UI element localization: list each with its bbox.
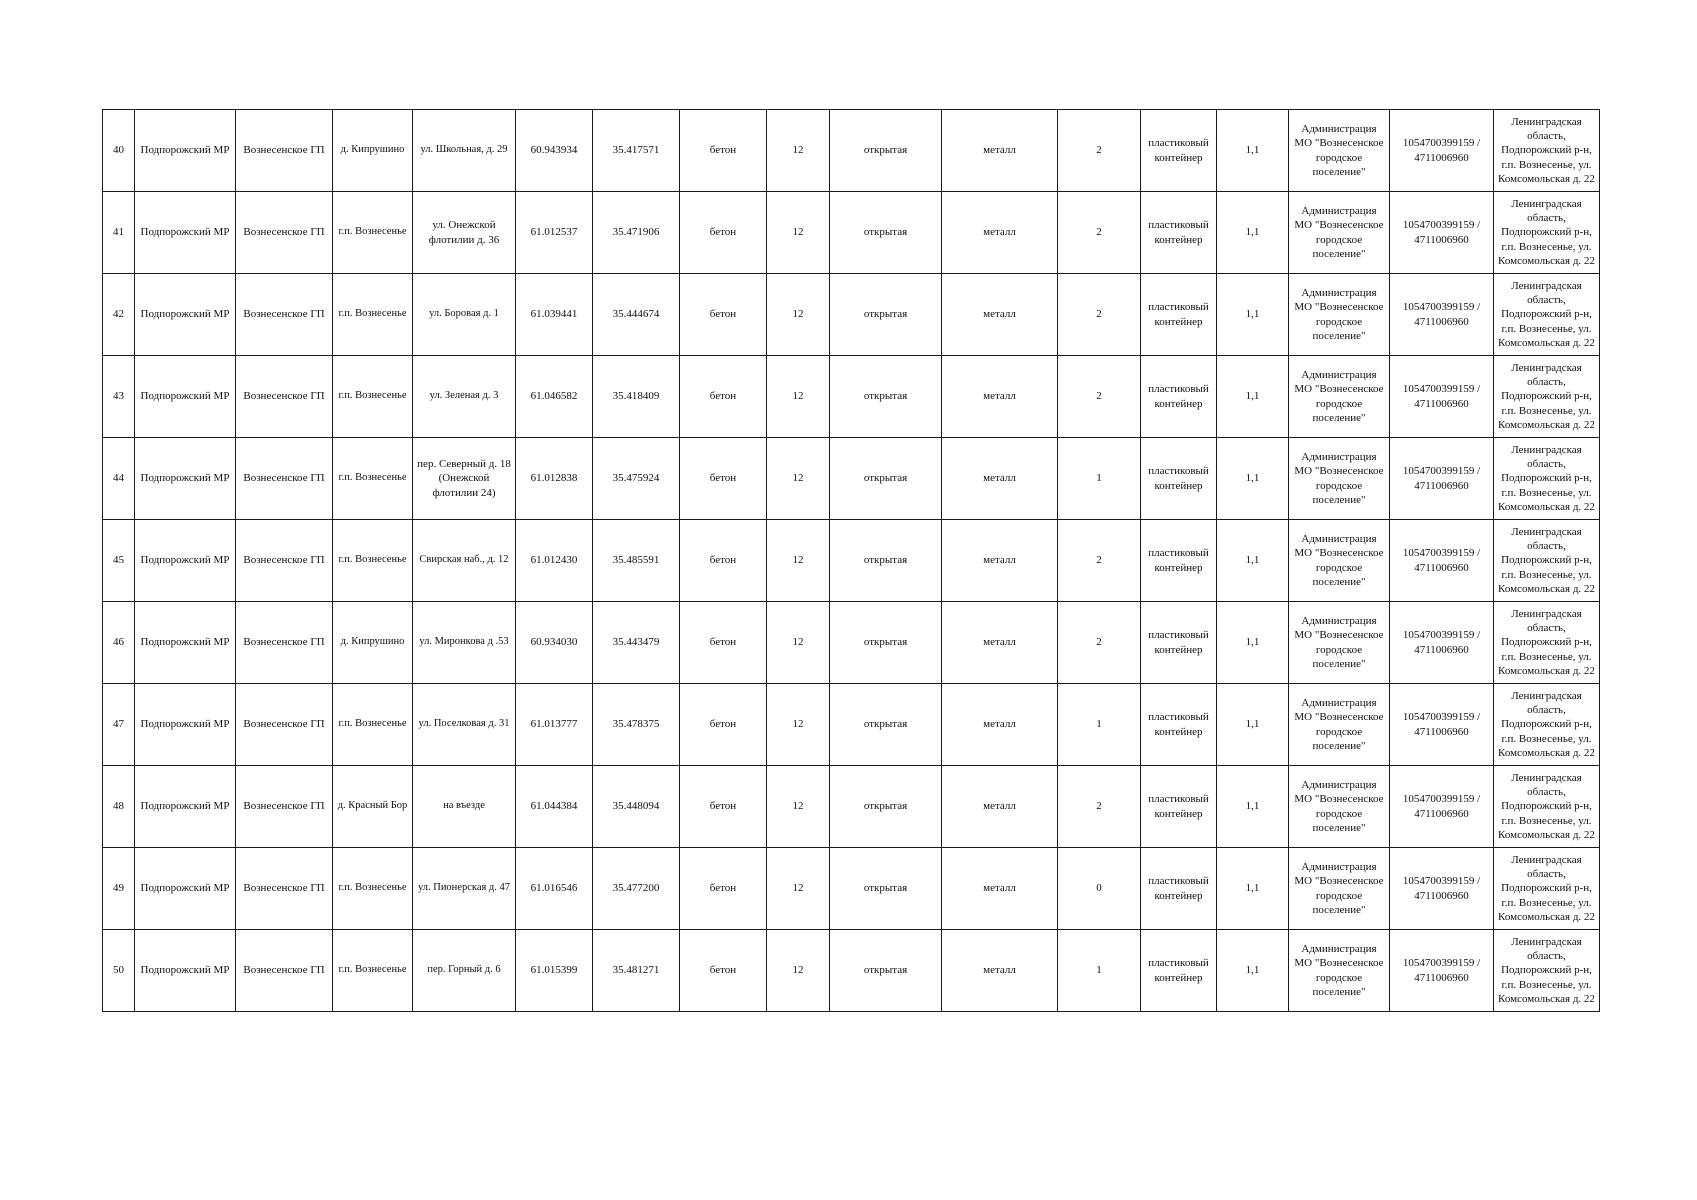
owner-ids-cell: 1054700399159 / 4711006960: [1390, 110, 1494, 192]
locality-cell: г.п. Вознесенье: [333, 930, 413, 1012]
site-type-cell: открытая: [830, 192, 942, 274]
surface-cell: бетон: [680, 520, 767, 602]
latitude-cell: 60.934030: [516, 602, 593, 684]
container-count-cell: 2: [1058, 192, 1141, 274]
table-row: [103, 438, 1600, 520]
container-type-cell: пластиковый контейнер: [1141, 438, 1217, 520]
settlement-cell: Вознесенское ГП: [236, 274, 333, 356]
row-number-cell: 43: [103, 356, 135, 438]
site-type-cell: открытая: [830, 274, 942, 356]
owner-ids-cell: 1054700399159 / 4711006960: [1390, 848, 1494, 930]
owner-ids-cell: 1054700399159 / 4711006960: [1390, 192, 1494, 274]
locality-cell: г.п. Вознесенье: [333, 684, 413, 766]
owner-cell: Администрация МО "Вознесенское городское поселение": [1289, 110, 1390, 192]
settlement-cell: Вознесенское ГП: [236, 438, 333, 520]
settlement-cell: Вознесенское ГП: [236, 602, 333, 684]
owner-ids-cell: 1054700399159 / 4711006960: [1390, 684, 1494, 766]
fence-material-cell: металл: [942, 192, 1058, 274]
container-count-cell: 0: [1058, 848, 1141, 930]
owner-cell: Администрация МО "Вознесенское городское поселение": [1289, 848, 1390, 930]
owner-cell: Администрация МО "Вознесенское городское поселение": [1289, 192, 1390, 274]
owner-address-cell: Ленинградская область, Подпорожский р-н, г.п. Вознесенье, ул. Комсомольская д. 22: [1494, 438, 1600, 520]
address-cell: ул. Пионерская д. 47: [413, 848, 516, 930]
container-volume-cell: 1,1: [1217, 356, 1289, 438]
container-count-cell: 2: [1058, 356, 1141, 438]
surface-cell: бетон: [680, 192, 767, 274]
fence-material-cell: металл: [942, 848, 1058, 930]
locality-cell: г.п. Вознесенье: [333, 274, 413, 356]
owner-ids-cell: 1054700399159 / 4711006960: [1390, 930, 1494, 1012]
address-cell: пер. Горный д. 6: [413, 930, 516, 1012]
district-cell: Подпорожский МР: [135, 520, 236, 602]
owner-cell: Администрация МО "Вознесенское городское поселение": [1289, 930, 1390, 1012]
area-cell: 12: [767, 192, 830, 274]
fence-material-cell: металл: [942, 356, 1058, 438]
container-type-cell: пластиковый контейнер: [1141, 930, 1217, 1012]
area-cell: 12: [767, 766, 830, 848]
row-number-cell: 40: [103, 110, 135, 192]
longitude-cell: 35.448094: [593, 766, 680, 848]
row-number-cell: 47: [103, 684, 135, 766]
container-volume-cell: 1,1: [1217, 192, 1289, 274]
surface-cell: бетон: [680, 438, 767, 520]
owner-cell: Администрация МО "Вознесенское городское поселение": [1289, 766, 1390, 848]
row-number-cell: 45: [103, 520, 135, 602]
site-type-cell: открытая: [830, 110, 942, 192]
locality-cell: д. Красный Бор: [333, 766, 413, 848]
address-cell: ул. Онежской флотилии д. 36: [413, 192, 516, 274]
container-volume-cell: 1,1: [1217, 848, 1289, 930]
latitude-cell: 61.012430: [516, 520, 593, 602]
table-row: [103, 110, 1600, 192]
owner-address-cell: Ленинградская область, Подпорожский р-н, г.п. Вознесенье, ул. Комсомольская д. 22: [1494, 602, 1600, 684]
latitude-cell: 61.016546: [516, 848, 593, 930]
owner-address-cell: Ленинградская область, Подпорожский р-н, г.п. Вознесенье, ул. Комсомольская д. 22: [1494, 684, 1600, 766]
locality-cell: д. Кипрушино: [333, 110, 413, 192]
container-volume-cell: 1,1: [1217, 684, 1289, 766]
table-row: [103, 766, 1600, 848]
longitude-cell: 35.478375: [593, 684, 680, 766]
latitude-cell: 61.012537: [516, 192, 593, 274]
table-row: [103, 930, 1600, 1012]
surface-cell: бетон: [680, 602, 767, 684]
container-type-cell: пластиковый контейнер: [1141, 110, 1217, 192]
address-cell: ул. Миронкова д .53: [413, 602, 516, 684]
container-count-cell: 2: [1058, 274, 1141, 356]
area-cell: 12: [767, 110, 830, 192]
fence-material-cell: металл: [942, 602, 1058, 684]
container-volume-cell: 1,1: [1217, 602, 1289, 684]
area-cell: 12: [767, 438, 830, 520]
district-cell: Подпорожский МР: [135, 438, 236, 520]
table-row: [103, 602, 1600, 684]
locality-cell: г.п. Вознесенье: [333, 192, 413, 274]
longitude-cell: 35.471906: [593, 192, 680, 274]
longitude-cell: 35.481271: [593, 930, 680, 1012]
address-cell: Свирская наб., д. 12: [413, 520, 516, 602]
longitude-cell: 35.418409: [593, 356, 680, 438]
owner-address-cell: Ленинградская область, Подпорожский р-н, г.п. Вознесенье, ул. Комсомольская д. 22: [1494, 766, 1600, 848]
district-cell: Подпорожский МР: [135, 356, 236, 438]
district-cell: Подпорожский МР: [135, 848, 236, 930]
site-type-cell: открытая: [830, 848, 942, 930]
district-cell: Подпорожский МР: [135, 930, 236, 1012]
area-cell: 12: [767, 848, 830, 930]
longitude-cell: 35.475924: [593, 438, 680, 520]
row-number-cell: 49: [103, 848, 135, 930]
table-row: [103, 356, 1600, 438]
owner-cell: Администрация МО "Вознесенское городское поселение": [1289, 602, 1390, 684]
area-cell: 12: [767, 274, 830, 356]
owner-ids-cell: 1054700399159 / 4711006960: [1390, 274, 1494, 356]
surface-cell: бетон: [680, 930, 767, 1012]
longitude-cell: 35.417571: [593, 110, 680, 192]
owner-cell: Администрация МО "Вознесенское городское поселение": [1289, 438, 1390, 520]
settlement-cell: Вознесенское ГП: [236, 110, 333, 192]
row-number-cell: 44: [103, 438, 135, 520]
owner-address-cell: Ленинградская область, Подпорожский р-н, г.п. Вознесенье, ул. Комсомольская д. 22: [1494, 848, 1600, 930]
site-type-cell: открытая: [830, 930, 942, 1012]
area-cell: 12: [767, 356, 830, 438]
locality-cell: г.п. Вознесенье: [333, 438, 413, 520]
container-type-cell: пластиковый контейнер: [1141, 848, 1217, 930]
row-number-cell: 46: [103, 602, 135, 684]
surface-cell: бетон: [680, 684, 767, 766]
area-cell: 12: [767, 684, 830, 766]
container-type-cell: пластиковый контейнер: [1141, 192, 1217, 274]
district-cell: Подпорожский МР: [135, 766, 236, 848]
container-volume-cell: 1,1: [1217, 110, 1289, 192]
address-cell: на въезде: [413, 766, 516, 848]
address-cell: ул. Зеленая д. 3: [413, 356, 516, 438]
latitude-cell: 61.015399: [516, 930, 593, 1012]
fence-material-cell: металл: [942, 766, 1058, 848]
locality-cell: д. Кипрушино: [333, 602, 413, 684]
owner-ids-cell: 1054700399159 / 4711006960: [1390, 356, 1494, 438]
row-number-cell: 50: [103, 930, 135, 1012]
owner-ids-cell: 1054700399159 / 4711006960: [1390, 602, 1494, 684]
fence-material-cell: металл: [942, 520, 1058, 602]
container-volume-cell: 1,1: [1217, 274, 1289, 356]
settlement-cell: Вознесенское ГП: [236, 766, 333, 848]
container-volume-cell: 1,1: [1217, 930, 1289, 1012]
site-type-cell: открытая: [830, 602, 942, 684]
surface-cell: бетон: [680, 766, 767, 848]
container-type-cell: пластиковый контейнер: [1141, 684, 1217, 766]
container-count-cell: 2: [1058, 110, 1141, 192]
site-type-cell: открытая: [830, 356, 942, 438]
address-cell: ул. Поселковая д. 31: [413, 684, 516, 766]
settlement-cell: Вознесенское ГП: [236, 684, 333, 766]
container-count-cell: 1: [1058, 684, 1141, 766]
owner-ids-cell: 1054700399159 / 4711006960: [1390, 766, 1494, 848]
owner-ids-cell: 1054700399159 / 4711006960: [1390, 520, 1494, 602]
latitude-cell: 61.039441: [516, 274, 593, 356]
container-type-cell: пластиковый контейнер: [1141, 274, 1217, 356]
container-count-cell: 2: [1058, 520, 1141, 602]
area-cell: 12: [767, 602, 830, 684]
settlement-cell: Вознесенское ГП: [236, 848, 333, 930]
longitude-cell: 35.477200: [593, 848, 680, 930]
container-count-cell: 1: [1058, 438, 1141, 520]
locality-cell: г.п. Вознесенье: [333, 356, 413, 438]
container-count-cell: 1: [1058, 930, 1141, 1012]
settlement-cell: Вознесенское ГП: [236, 356, 333, 438]
container-count-cell: 2: [1058, 766, 1141, 848]
longitude-cell: 35.485591: [593, 520, 680, 602]
latitude-cell: 61.013777: [516, 684, 593, 766]
container-volume-cell: 1,1: [1217, 438, 1289, 520]
container-count-cell: 2: [1058, 602, 1141, 684]
table-row: [103, 274, 1600, 356]
table-row: [103, 520, 1600, 602]
locality-cell: г.п. Вознесенье: [333, 520, 413, 602]
district-cell: Подпорожский МР: [135, 110, 236, 192]
site-type-cell: открытая: [830, 766, 942, 848]
district-cell: Подпорожский МР: [135, 602, 236, 684]
container-type-cell: пластиковый контейнер: [1141, 602, 1217, 684]
settlement-cell: Вознесенское ГП: [236, 192, 333, 274]
site-type-cell: открытая: [830, 438, 942, 520]
owner-address-cell: Ленинградская область, Подпорожский р-н, г.п. Вознесенье, ул. Комсомольская д. 22: [1494, 110, 1600, 192]
container-type-cell: пластиковый контейнер: [1141, 520, 1217, 602]
longitude-cell: 35.443479: [593, 602, 680, 684]
fence-material-cell: металл: [942, 684, 1058, 766]
district-cell: Подпорожский МР: [135, 684, 236, 766]
table-row: [103, 848, 1600, 930]
settlement-cell: Вознесенское ГП: [236, 520, 333, 602]
surface-cell: бетон: [680, 274, 767, 356]
surface-cell: бетон: [680, 356, 767, 438]
owner-address-cell: Ленинградская область, Подпорожский р-н, г.п. Вознесенье, ул. Комсомольская д. 22: [1494, 356, 1600, 438]
area-cell: 12: [767, 930, 830, 1012]
owner-address-cell: Ленинградская область, Подпорожский р-н, г.п. Вознесенье, ул. Комсомольская д. 22: [1494, 930, 1600, 1012]
surface-cell: бетон: [680, 110, 767, 192]
container-type-cell: пластиковый контейнер: [1141, 766, 1217, 848]
owner-cell: Администрация МО "Вознесенское городское поселение": [1289, 684, 1390, 766]
owner-cell: Администрация МО "Вознесенское городское поселение": [1289, 356, 1390, 438]
address-cell: ул. Боровая д. 1: [413, 274, 516, 356]
row-number-cell: 41: [103, 192, 135, 274]
owner-cell: Администрация МО "Вознесенское городское поселение": [1289, 274, 1390, 356]
fence-material-cell: металл: [942, 438, 1058, 520]
district-cell: Подпорожский МР: [135, 192, 236, 274]
district-cell: Подпорожский МР: [135, 274, 236, 356]
owner-address-cell: Ленинградская область, Подпорожский р-н, г.п. Вознесенье, ул. Комсомольская д. 22: [1494, 192, 1600, 274]
table-row: [103, 192, 1600, 274]
surface-cell: бетон: [680, 848, 767, 930]
latitude-cell: 60.943934: [516, 110, 593, 192]
owner-cell: Администрация МО "Вознесенское городское поселение": [1289, 520, 1390, 602]
latitude-cell: 61.012838: [516, 438, 593, 520]
latitude-cell: 61.046582: [516, 356, 593, 438]
table-row: [103, 684, 1600, 766]
latitude-cell: 61.044384: [516, 766, 593, 848]
row-number-cell: 42: [103, 274, 135, 356]
locality-cell: г.п. Вознесенье: [333, 848, 413, 930]
row-number-cell: 48: [103, 766, 135, 848]
fence-material-cell: металл: [942, 110, 1058, 192]
owner-ids-cell: 1054700399159 / 4711006960: [1390, 438, 1494, 520]
container-sites-table: [102, 109, 1600, 1012]
container-volume-cell: 1,1: [1217, 766, 1289, 848]
container-type-cell: пластиковый контейнер: [1141, 356, 1217, 438]
owner-address-cell: Ленинградская область, Подпорожский р-н, г.п. Вознесенье, ул. Комсомольская д. 22: [1494, 520, 1600, 602]
address-cell: ул. Школьная, д. 29: [413, 110, 516, 192]
fence-material-cell: металл: [942, 930, 1058, 1012]
site-type-cell: открытая: [830, 520, 942, 602]
fence-material-cell: металл: [942, 274, 1058, 356]
address-cell: пер. Северный д. 18 (Онежской флотилии 24): [413, 438, 516, 520]
owner-address-cell: Ленинградская область, Подпорожский р-н, г.п. Вознесенье, ул. Комсомольская д. 22: [1494, 274, 1600, 356]
area-cell: 12: [767, 520, 830, 602]
longitude-cell: 35.444674: [593, 274, 680, 356]
settlement-cell: Вознесенское ГП: [236, 930, 333, 1012]
container-volume-cell: 1,1: [1217, 520, 1289, 602]
site-type-cell: открытая: [830, 684, 942, 766]
